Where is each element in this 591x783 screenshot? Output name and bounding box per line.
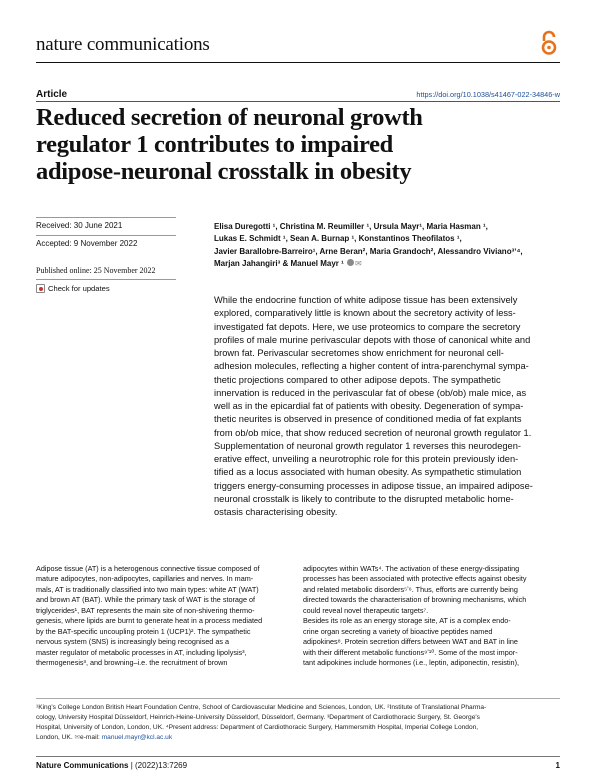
abstract-line: triggers energy-consuming processes in adipose tissue, an impaired adipose-	[214, 480, 533, 491]
footnote-rule	[36, 698, 560, 699]
received-date: Received: 30 June 2021	[36, 221, 123, 230]
footnote-line: ¹King's College London British Heart Foundation Centre, School of Cardiovascular Medicine and Sciences, London, UK. ²Institute of Translational Pharma-	[36, 704, 487, 711]
author-line[interactable]	[214, 258, 560, 270]
title-rule	[36, 101, 560, 102]
accepted-date: Accepted: 9 November 2022	[36, 239, 138, 248]
body-line: triglycerides¹, BAT represents the main site of non-shivering thermo-	[36, 605, 255, 615]
check-for-updates-button[interactable]	[36, 284, 110, 293]
open-access-icon	[537, 30, 561, 56]
body-line: directed towards the characterisation of browning mechanisms, which	[303, 595, 527, 605]
email-label: e-mail:	[80, 734, 100, 741]
author-line[interactable]: Javier Barallobre-Barreiro¹, Arne Beran², Maria Grandoch², Alessandro Viviano³ʼ⁴,	[214, 246, 523, 256]
affiliations-footnote	[36, 703, 560, 743]
body-line: Besides its role as an energy storage site, AT is a complex endo-	[303, 616, 511, 626]
footer-rule	[36, 756, 560, 757]
body-line: mature adipocytes, non-adipocytes, capillaries and nerves. In mam-	[36, 574, 254, 584]
header-rule	[36, 62, 560, 63]
abstract-line: ostasis characterising obesity.	[214, 507, 338, 517]
body-line: master regulator of metabolic processes in AT, including lipolysis³,	[36, 647, 247, 657]
title-line: regulator 1 contributes to impaired	[36, 131, 393, 158]
body-line: genesis, where lipids are burnt to generate heat in a process mediated	[36, 616, 263, 626]
abstract-line: thetic projections compared to other adipose depots. The sympathetic	[214, 374, 501, 385]
abstract-line: well as in the epicardial fat of patients with obesity. Degeneration of sympa-	[214, 401, 524, 411]
article-title	[36, 104, 556, 185]
body-line: and related metabolic disorders⁵ʼ⁶. Thus, efforts are currently being	[303, 584, 518, 594]
body-line: and brown AT (BAT). While the primary task of WAT is the storage of	[36, 595, 256, 605]
body-line: tant adipokines include hormones (i.e., leptin, adiponectin, resistin),	[303, 658, 520, 668]
abstract-line: erative effect, unveiling a neurotrophic role for this protein previously iden-	[214, 454, 519, 464]
footer-citation	[36, 761, 187, 770]
email-icon[interactable]: ✉	[355, 259, 362, 269]
check-updates-label: Check for updates	[48, 284, 110, 293]
abstract-line: innervation is reduced in the perivascular fat of obese (ob/ob) male mice, as	[214, 387, 527, 398]
check-updates-icon	[36, 284, 45, 293]
body-line: thermogenesis³, and browning–i.e. the recruitment of brown	[36, 658, 228, 668]
dates-divider	[36, 235, 176, 236]
abstract	[214, 294, 560, 519]
body-line: nervous system (SNS) is increasingly being recognised as a	[36, 637, 230, 647]
body-line: processes has been associated with protective effects against obesity	[303, 574, 527, 584]
author-line-text: Marjan Jahangiri³ & Manuel Mayr ¹	[214, 259, 344, 269]
author-list	[214, 221, 560, 271]
doi-link[interactable]: https://doi.org/10.1038/s41467-022-34846-w	[416, 90, 560, 99]
published-date: Published online: 25 November 2022	[36, 266, 156, 275]
body-line: crine organ secreting a variety of bioactive peptides named	[303, 626, 493, 636]
page-number: 1	[555, 761, 560, 770]
journal-name: nature communications	[36, 34, 210, 55]
orcid-icon	[347, 259, 354, 266]
title-line: Reduced secretion of neuronal growth	[36, 104, 423, 131]
email-icon: ✉	[74, 734, 81, 741]
body-line: with their different metabolic functions⁹ʼ¹⁰. Some of the most impor-	[303, 647, 518, 657]
published-divider	[36, 279, 176, 280]
footnote-line: Hospital, University of London, London, UK. ⁴Present address: Department of Cardiothoracic Surgery, Hammersmith Hospital, Imperial College London,	[36, 724, 479, 731]
abstract-line: Supplementation of neuronal growth regulator 1 reverses this neurodegen-	[214, 440, 521, 451]
abstract-line: explored, comparatively little is known about the secretory activity of less-	[214, 308, 516, 319]
abstract-line: from ob/ob mice, that show reduced secretion of neuronal growth regulator 1.	[214, 427, 532, 438]
body-line: adipokines⁸. Protein secretion differs between WAT and BAT in line	[303, 637, 518, 647]
abstract-line: profiles of male murine perivascular depots with those of canonical white and	[214, 334, 531, 345]
abstract-line: adhesion molecules, reflecting a higher content of intra-parenchymal sympa-	[214, 361, 529, 372]
dates-rule	[36, 217, 176, 218]
body-line: by the BAT-specific uncoupling protein 1 (UCP1)². The sympathetic	[36, 626, 251, 636]
body-column-right	[303, 564, 561, 669]
footer-volume: | (2022)13:7269	[130, 761, 188, 770]
body-line: mals, AT is traditionally classified into two main types: white AT (WAT)	[36, 584, 259, 594]
abstract-line: thetic neurites is observed in presence of conditioned media of fat explants	[214, 414, 522, 425]
footnote-line: cology, University Hospital Düsseldorf, Heinrich-Heine-University Düsseldorf, Düsseldorf, Germany. ³Department of Cardiothoracic Surgery, St. George's	[36, 714, 480, 721]
footer-journal: Nature Communications	[36, 761, 129, 770]
body-line: adipocytes within WATs⁴. The activation of these energy-dissipating	[303, 564, 520, 573]
body-line: could reveal novel therapeutic targets⁷.	[303, 605, 429, 615]
abstract-line: While the endocrine function of white adipose tissue has been extensively	[214, 295, 518, 305]
footnote-text: London, UK.	[36, 734, 73, 741]
email-link[interactable]: manuel.mayr@kcl.ac.uk	[101, 734, 173, 741]
article-type: Article	[36, 89, 68, 100]
title-line: adipose-neuronal crosstalk in obesity	[36, 158, 412, 185]
body-column-left	[36, 564, 294, 669]
abstract-line: brown fat. Perivascular secretomes show enrichment for neuronal cell-	[214, 348, 504, 358]
author-line[interactable]: Elisa Duregotti ¹, Christina M. Reumiller ¹, Ursula Mayr¹, Maria Hasman ¹,	[214, 222, 488, 231]
footnote-line	[36, 733, 560, 743]
abstract-line: tified as a locus associated with human obesity. As sympathetic stimulation	[214, 467, 522, 478]
author-line[interactable]: Lukas E. Schmidt ¹, Sean A. Burnap ¹, Konstantinos Theofilatos ¹,	[214, 234, 462, 244]
abstract-line: investigated fat depots. Here, we use proteomics to compare the secretory	[214, 321, 521, 332]
body-line: Adipose tissue (AT) is a heterogenous connective tissue composed of	[36, 564, 260, 573]
abstract-line: neuronal crosstalk is likely to contribute to the disrupted metabolic home-	[214, 493, 514, 504]
